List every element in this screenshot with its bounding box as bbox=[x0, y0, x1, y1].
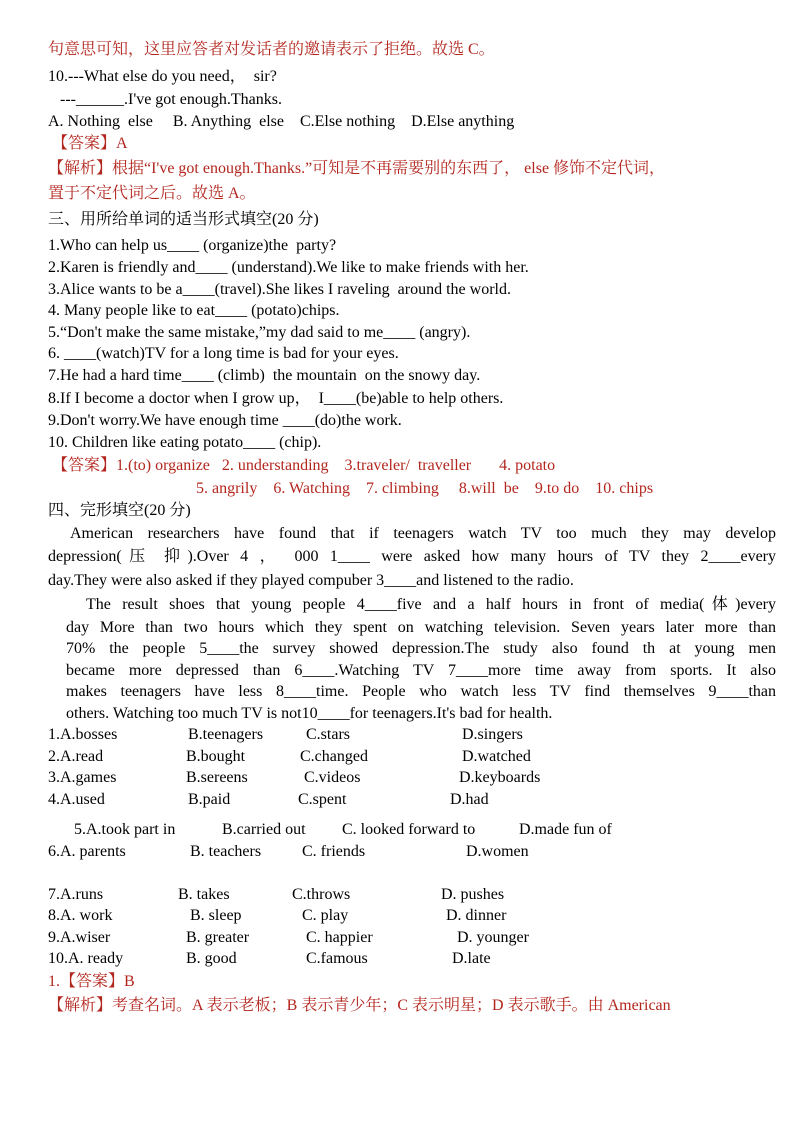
option-3d: D.keyboards bbox=[459, 769, 541, 786]
option-1b: B.teenagers bbox=[188, 726, 264, 743]
option-4d: D.had bbox=[450, 791, 489, 808]
option-7a: 7.A.runs bbox=[48, 886, 104, 903]
q10-answer: 【答案】A bbox=[52, 135, 128, 152]
passage-p2-line4: became more depressed than 6____.Watching TV 7____more time away from sports. It also bbox=[66, 662, 776, 679]
option-3c: C.videos bbox=[304, 769, 361, 786]
option-2b: B.bought bbox=[186, 748, 246, 765]
option-6c: C. friends bbox=[302, 843, 366, 860]
cloze-analysis-1: 【解析】考查名词。A 表示老板；B 表示青少年；C 表示明星；D 表示歌手。由 American bbox=[48, 997, 671, 1014]
section3-item-5: 5.“Don't make the same mistake,”my dad said to me____ (angry). bbox=[48, 324, 471, 341]
option-8c: C. play bbox=[302, 907, 349, 924]
option-1c: C.stars bbox=[306, 726, 350, 743]
passage-p2-line5: makes teenagers have less 8____time. People who watch less TV find themselves 9____than bbox=[66, 683, 776, 700]
section3-answer-line1: 【答案】1.(to) organize 2. understanding 3.traveler/ traveller 4. potato bbox=[52, 457, 556, 474]
option-6b: B. teachers bbox=[190, 843, 262, 860]
option-10d: D.late bbox=[452, 950, 491, 967]
passage-p2-line1: The result shoes that young people 4____five and a half hours in front of media(体)every bbox=[86, 596, 776, 613]
section3-item-2: 2.Karen is friendly and____ (understand).We like to make friends with her. bbox=[48, 259, 529, 276]
option-6a: 6.A. parents bbox=[48, 843, 126, 860]
cloze-answer-1: 1.【答案】B bbox=[48, 973, 135, 990]
option-9c: C. happier bbox=[306, 929, 373, 946]
q10-response: ---______.I've got enough.Thanks. bbox=[48, 91, 282, 108]
passage-p2-line3: 70% the people 5____the survey showed depression.The study also found th at young men bbox=[66, 640, 776, 657]
section3-item-10: 10. Children like eating potato____ (chip). bbox=[48, 434, 322, 451]
section3-item-1: 1.Who can help us____ (organize)the party? bbox=[48, 237, 337, 254]
section3-item-7: 7.He had a hard time____ (climb) the mountain on the snowy day. bbox=[48, 367, 481, 384]
section3-item-6: 6. ____(watch)TV for a long time is bad for your eyes. bbox=[48, 345, 399, 362]
option-2c: C.changed bbox=[300, 748, 368, 765]
option-4b: B.paid bbox=[188, 791, 231, 808]
q10-analysis-line2: 置于不定代词之后。故选 A。 bbox=[48, 185, 256, 202]
option-8b: B. sleep bbox=[190, 907, 242, 924]
q10-analysis-line1: 【解析】根据“I've got enough.Thanks.”可知是不再需要别的东西了， else 修饰不定代词， bbox=[48, 160, 666, 177]
option-3b: B.sereens bbox=[186, 769, 248, 786]
q10-options: A. Nothing else B. Anything else C.Else nothing D.Else anything bbox=[48, 113, 515, 130]
option-8a: 8.A. work bbox=[48, 907, 113, 924]
option-2d: D.watched bbox=[462, 748, 531, 765]
section3-item-8: 8.If I become a doctor when I grow up， I____(be)able to help others. bbox=[48, 390, 504, 407]
option-6d: D.women bbox=[466, 843, 529, 860]
option-7b: B. takes bbox=[178, 886, 230, 903]
option-4a: 4.A.used bbox=[48, 791, 105, 808]
option-10b: B. good bbox=[186, 950, 237, 967]
option-8d: D. dinner bbox=[446, 907, 507, 924]
option-3a: 3.A.games bbox=[48, 769, 117, 786]
passage-p2-line6: others. Watching too much TV is not10____for teenagers.It's bad for health. bbox=[66, 705, 553, 722]
intro-explanation-tail: 句意思可知，这里应答者对发话者的邀请表示了拒绝。故选 C。 bbox=[48, 41, 495, 58]
section3-item-4: 4. Many people like to eat____ (potato)chips. bbox=[48, 302, 340, 319]
option-2a: 2.A.read bbox=[48, 748, 104, 765]
section3-answer-line2: 5. angrily 6. Watching 7. climbing 8.will be 9.to do 10. chips bbox=[196, 480, 654, 497]
option-9b: B. greater bbox=[186, 929, 250, 946]
option-5a: 5.A.took part in bbox=[74, 821, 176, 838]
section4-heading: 四、完形填空(20 分) bbox=[48, 502, 191, 519]
option-5d: D.made fun of bbox=[519, 821, 612, 838]
section3-item-9: 9.Don't worry.We have enough time ____(do)the work. bbox=[48, 412, 402, 429]
option-9d: D. younger bbox=[457, 929, 529, 946]
option-9a: 9.A.wiser bbox=[48, 929, 111, 946]
section3-heading: 三、用所给单词的适当形式填空(20 分) bbox=[48, 211, 319, 228]
option-7c: C.throws bbox=[292, 886, 351, 903]
option-10a: 10.A. ready bbox=[48, 950, 124, 967]
option-5c: C. looked forward to bbox=[342, 821, 476, 838]
passage-p2-line2: day More than two hours which they spent on watching television. Seven years later more than bbox=[66, 619, 776, 636]
q10-question: 10.---What else do you need， sir? bbox=[48, 68, 277, 85]
option-5b: B.carried out bbox=[222, 821, 306, 838]
option-4c: C.spent bbox=[298, 791, 347, 808]
passage-p1-line3: day.They were also asked if they played compuber 3____and listened to the radio. bbox=[48, 572, 574, 589]
option-1d: D.singers bbox=[462, 726, 523, 743]
passage-p1-line1: American researchers have found that if teenagers watch TV too much they may develop bbox=[70, 525, 776, 542]
option-1a: 1.A.bosses bbox=[48, 726, 118, 743]
option-7d: D. pushes bbox=[441, 886, 505, 903]
option-10c: C.famous bbox=[306, 950, 368, 967]
passage-p1-line2: depression(压 抑).Over 4 ， 000 1____ were asked how many hours of TV they 2____every bbox=[48, 548, 776, 565]
section3-item-3: 3.Alice wants to be a____(travel).She likes I raveling around the world. bbox=[48, 281, 511, 298]
